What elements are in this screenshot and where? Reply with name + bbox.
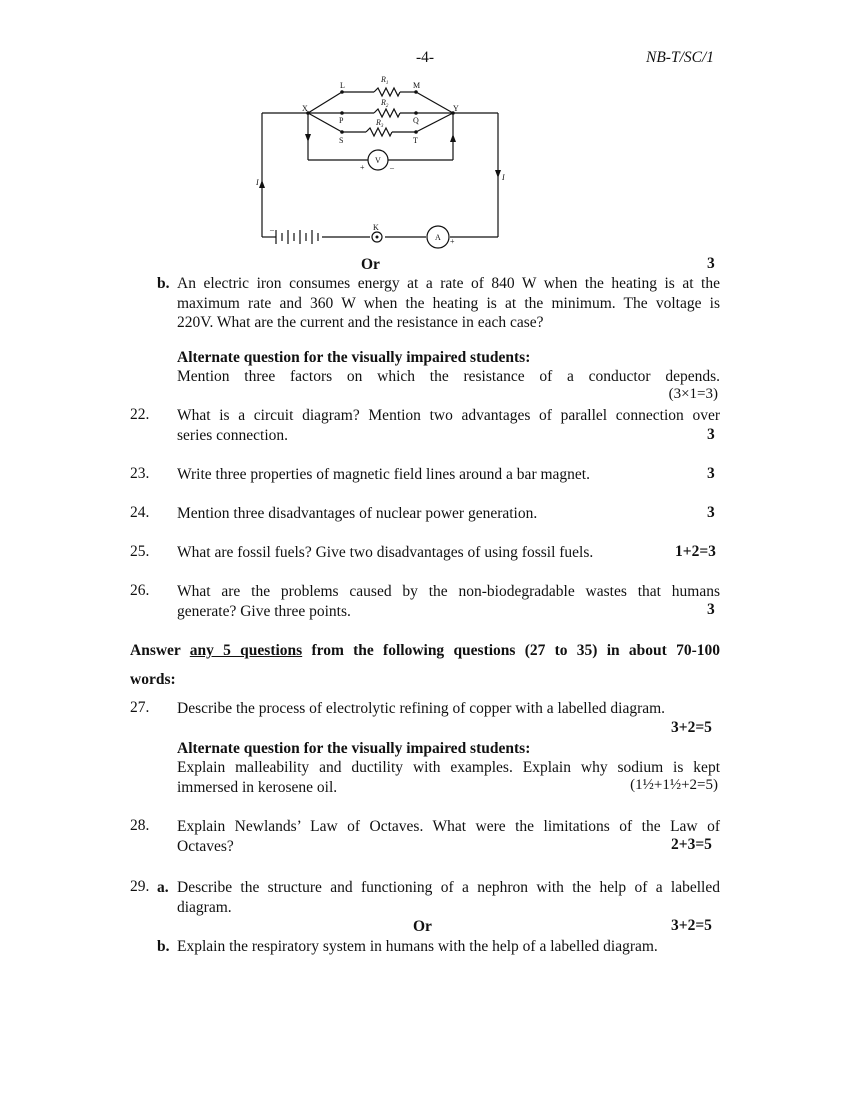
or-label: Or <box>361 256 380 273</box>
label-X: X <box>302 104 308 113</box>
label-voltmeter-plus: + <box>360 163 365 172</box>
label-Y: Y <box>453 104 459 113</box>
alternate-heading: Alternate question for the visually impaired students: <box>177 349 531 366</box>
option-b-label: b. <box>157 275 170 292</box>
section-instruction-words: words: <box>130 671 176 688</box>
question-26-text: What are the problems caused by the non-biodegradable wastes that humans generate? Give three points. <box>177 583 720 620</box>
marks: 3+2=5 <box>671 917 712 934</box>
question-number: 22. <box>130 406 150 423</box>
question-29b-text: Explain the respiratory system in humans with the help of a labelled diagram. <box>177 938 658 955</box>
label-battery-minus: – <box>270 225 274 234</box>
option-b-label: b. <box>157 938 170 955</box>
question-29a-text: Describe the structure and functioning of a nephron with the help of a labelled diagram. <box>177 879 720 916</box>
alternate-marks: (1½+1½+2=5) <box>630 777 718 793</box>
resistor-r2 <box>374 109 400 117</box>
alternate-question-text: Mention three factors on which the resistance of a conductor depends. <box>177 368 720 385</box>
label-R2: $R_2$ <box>381 98 389 109</box>
or-label: Or <box>413 918 432 935</box>
circuit-diagram <box>250 72 510 250</box>
marks: 3 <box>707 601 715 618</box>
label-R1: $R_1$ <box>381 75 389 86</box>
option-a-label: a. <box>157 879 169 896</box>
question-24-text: Mention three disadvantages of nuclear power generation. <box>177 505 538 522</box>
question-number: 26. <box>130 582 150 599</box>
label-I-right: I <box>502 173 505 182</box>
question-number: 25. <box>130 543 150 560</box>
alternate-heading: Alternate question for the visually impaired students: <box>177 740 531 757</box>
label-I-left: I <box>256 178 259 187</box>
question-21b-text: An electric iron consumes energy at a rate of 840 W when the heating is at the maximum rate and 360 W when the heating is at the minimum. The voltage is 220V. What are the current and the resistance in each case? <box>177 275 720 331</box>
label-V: V <box>375 156 381 165</box>
question-number: 23. <box>130 465 150 482</box>
marks: 2+3=5 <box>671 836 712 853</box>
label-T: T <box>413 136 418 145</box>
label-ammeter-plus: + <box>450 237 455 246</box>
question-23-text: Write three properties of magnetic field lines around a bar magnet. <box>177 466 590 483</box>
question-27-text: Describe the process of electrolytic refining of copper with a labelled diagram. <box>177 700 666 717</box>
alternate-marks: (3×1=3) <box>668 386 718 402</box>
marks: 3 <box>707 465 715 482</box>
marks: 3 <box>707 426 715 443</box>
label-A: A <box>435 233 441 242</box>
label-Q: Q <box>413 116 419 125</box>
alternate-question-text: Explain malleability and ductility with examples. Explain why sodium is kept immersed in kerosene oil. <box>177 759 720 796</box>
question-25-text: What are fossil fuels? Give two disadvantages of using fossil fuels. <box>177 544 594 561</box>
section-instruction: Answer any 5 questions from the following questions (27 to 35) in about 70-100 <box>130 642 720 659</box>
question-number: 27. <box>130 699 150 716</box>
marks: 3 <box>707 255 715 272</box>
marks: 3+2=5 <box>671 719 712 736</box>
marks: 3 <box>707 504 715 521</box>
question-22-text: What is a circuit diagram? Mention two advantages of parallel connection over series connection. <box>177 407 720 444</box>
question-number: 24. <box>130 504 150 521</box>
paper-code: NB-T/SC/1 <box>646 49 715 66</box>
question-28-text: Explain Newlands’ Law of Octaves. What were the limitations of the Law of Octaves? <box>177 818 720 855</box>
section-underlined: any 5 questions <box>189 642 303 659</box>
question-number: 28. <box>130 817 150 834</box>
label-K: K <box>373 223 379 232</box>
label-R3: $R_3$ <box>376 118 384 129</box>
page-number: -4- <box>416 49 435 66</box>
label-M: M <box>413 81 421 90</box>
label-L: L <box>340 81 345 90</box>
label-voltmeter-minus: – <box>390 163 394 172</box>
marks: 1+2=3 <box>675 543 716 560</box>
label-P: P <box>339 116 344 125</box>
question-number: 29. <box>130 878 150 895</box>
label-S: S <box>339 136 344 145</box>
resistor-r3 <box>366 128 392 136</box>
resistor-r1 <box>374 88 400 96</box>
